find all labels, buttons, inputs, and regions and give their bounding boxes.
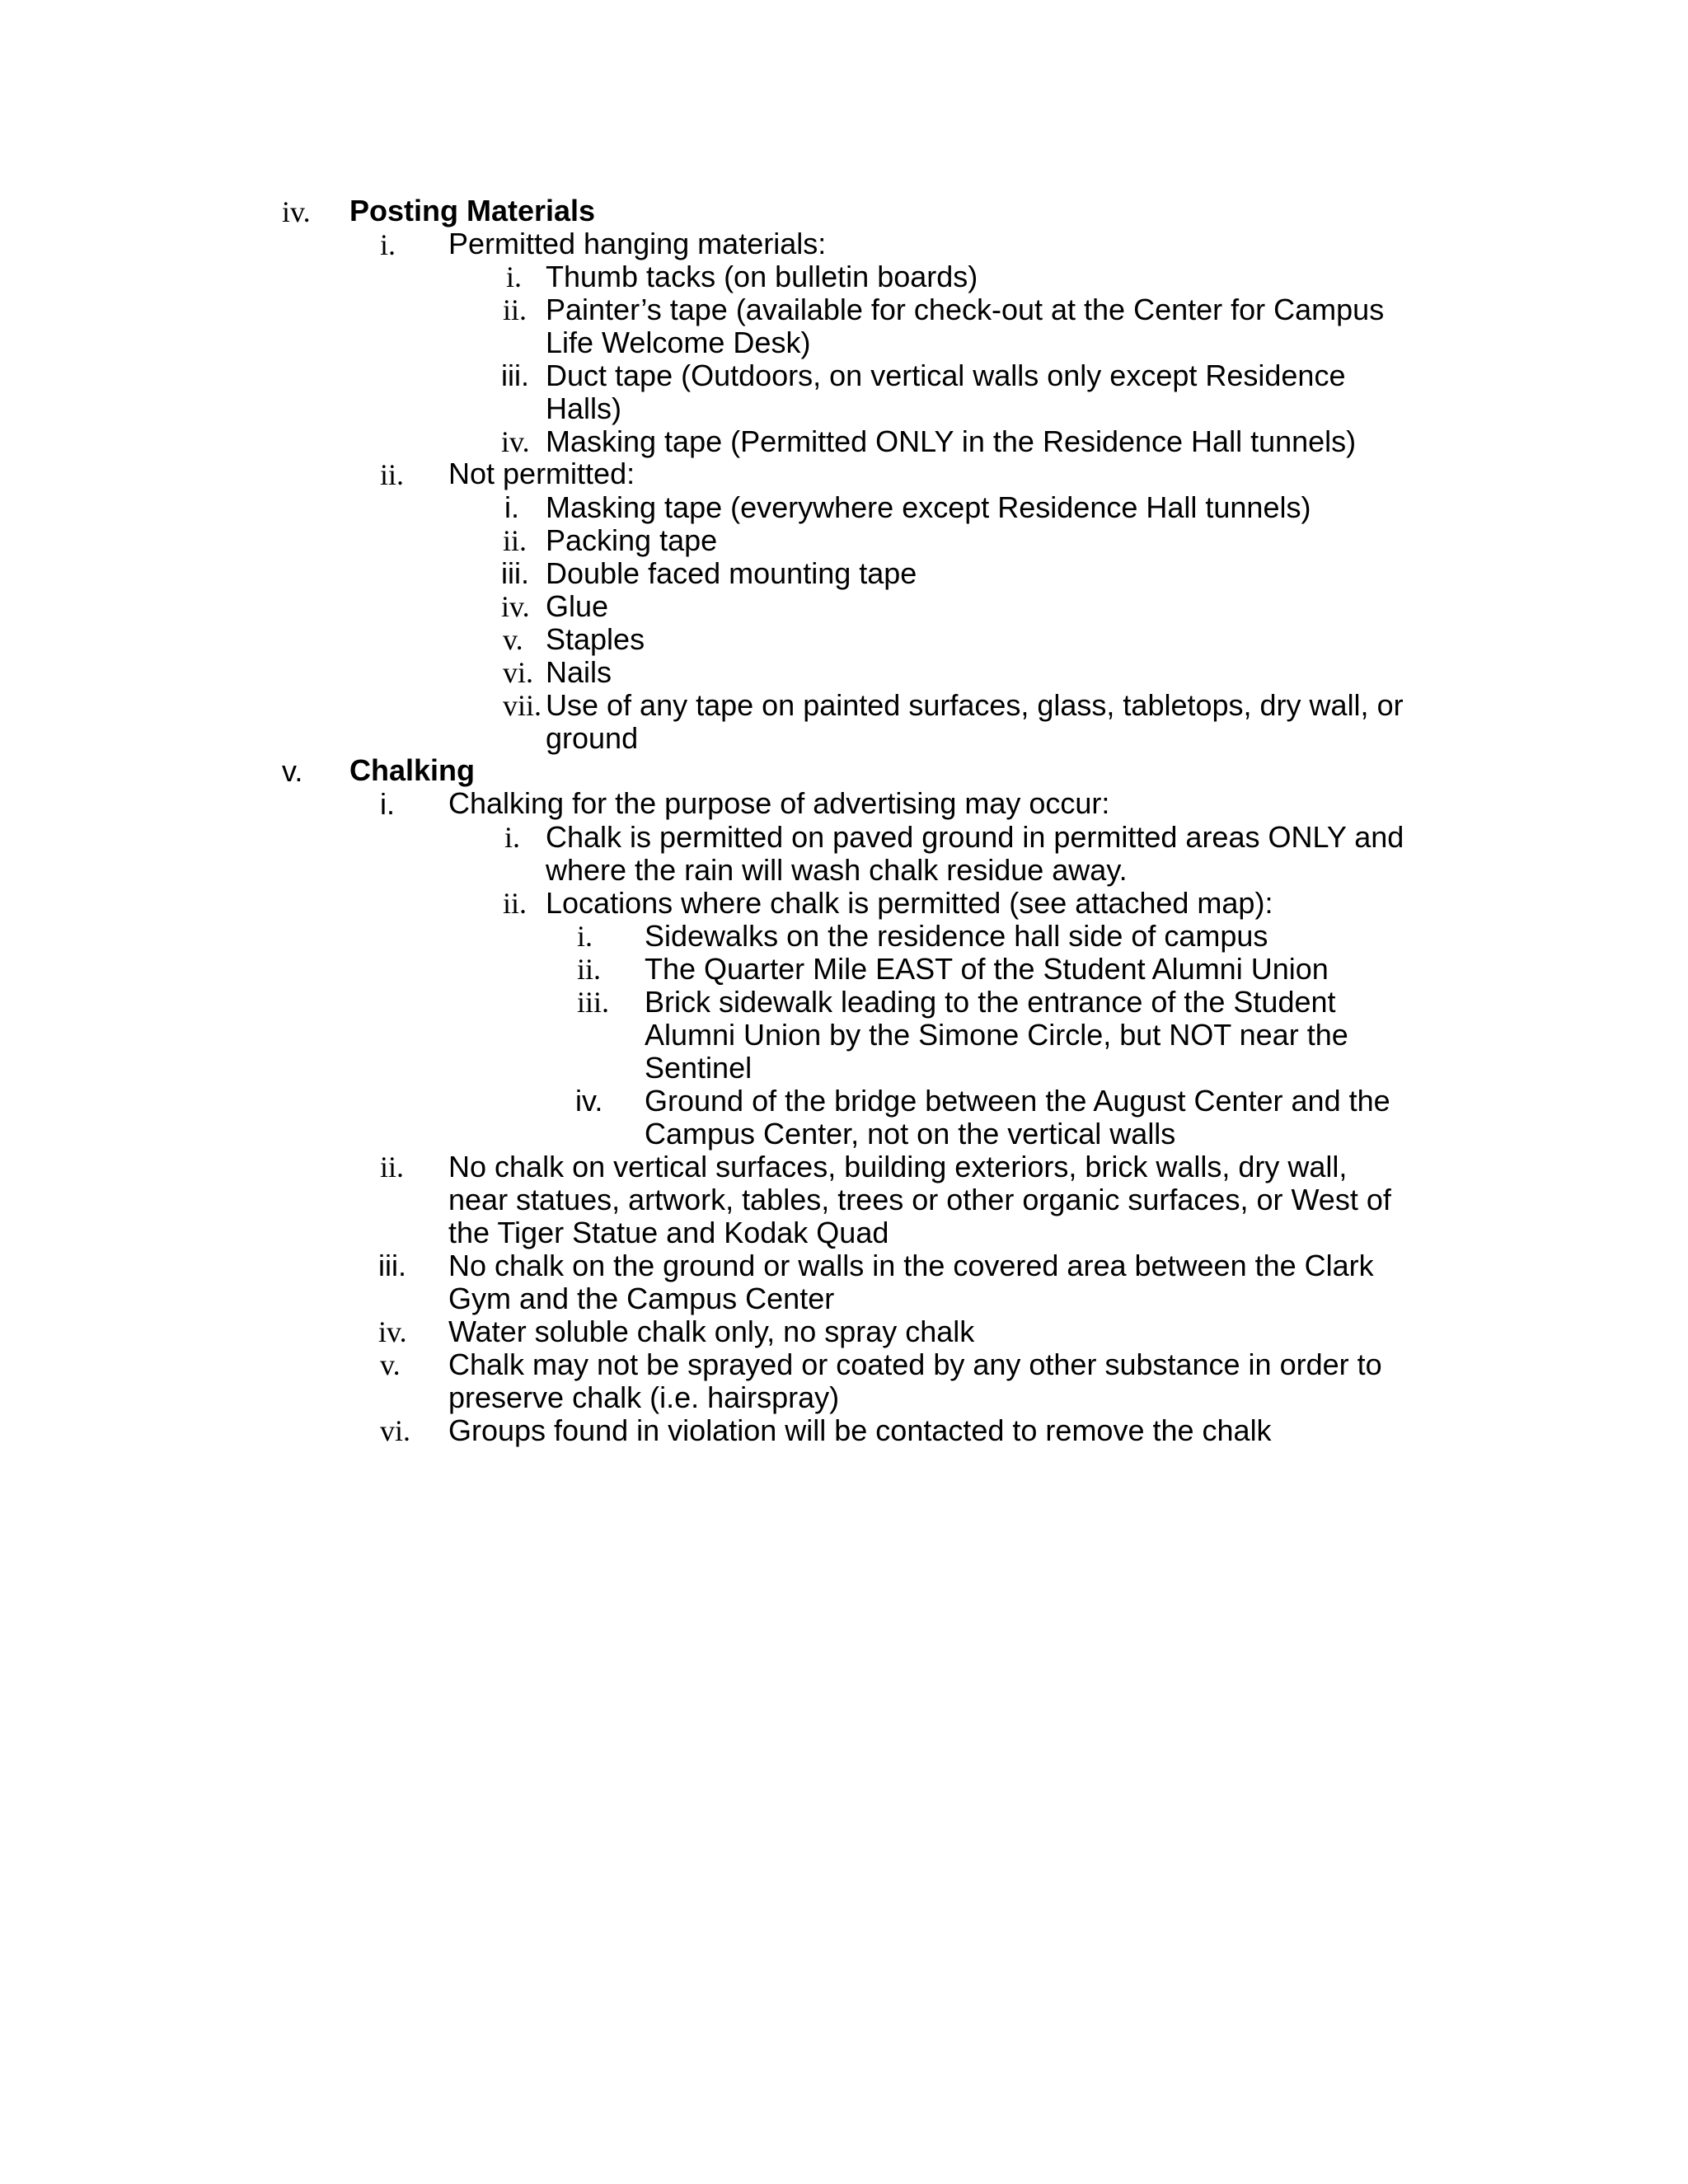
section-heading-posting-materials: Posting Materials	[349, 194, 596, 227]
list-item: Chalk is permitted on paved ground in permitted areas ONLY and	[546, 820, 1404, 854]
list-marker: i.	[577, 920, 593, 953]
list-item-continuation: Alumni Union by the Simone Circle, but NOT near the	[645, 1018, 1348, 1052]
list-marker: vii.	[503, 689, 542, 722]
list-marker: ii.	[577, 953, 602, 986]
list-item-continuation: Sentinel	[645, 1051, 753, 1085]
list-item-continuation: Halls)	[546, 391, 622, 425]
list-item-continuation: near statues, artwork, tables, trees or other organic surfaces, or West of	[448, 1183, 1391, 1216]
list-item: Water soluble chalk only, no spray chalk	[448, 1315, 975, 1348]
group-label-permitted: Permitted hanging materials:	[448, 227, 827, 260]
list-marker: ii.	[380, 458, 405, 491]
list-item-continuation: Life Welcome Desk)	[546, 326, 811, 359]
list-item-continuation: ground	[546, 721, 639, 755]
section-heading-chalking: Chalking	[349, 753, 476, 787]
list-item: Staples	[546, 622, 645, 656]
list-marker: ii.	[380, 1151, 405, 1183]
list-marker: v.	[503, 623, 523, 656]
list-marker: vi.	[380, 1414, 411, 1447]
list-marker: vi.	[503, 656, 534, 689]
list-item: Glue	[546, 589, 609, 623]
section-marker: iv.	[282, 195, 311, 228]
list-item: No chalk on the ground or walls in the covered area between the Clark	[448, 1249, 1374, 1282]
list-marker: i.	[506, 260, 523, 293]
list-item: Painter’s tape (available for check-out at the Center for Campus	[546, 293, 1385, 326]
list-item-continuation: where the rain will wash chalk residue away.	[546, 853, 1128, 887]
list-marker: iv.	[501, 425, 530, 458]
list-item: No chalk on vertical surfaces, building exteriors, brick walls, dry wall,	[448, 1150, 1348, 1183]
list-marker: iii.	[501, 556, 529, 590]
list-marker: iv.	[501, 590, 530, 623]
list-marker: iv.	[575, 1084, 603, 1118]
group-label-chalking-advertising: Chalking for the purpose of advertising may occur:	[448, 786, 1110, 820]
list-item: Groups found in violation will be contacted to remove the chalk	[448, 1413, 1272, 1447]
list-marker: i.	[380, 228, 396, 261]
list-item: Packing tape	[546, 523, 718, 557]
list-item: Sidewalks on the residence hall side of campus	[645, 919, 1268, 953]
list-item: Brick sidewalk leading to the entrance of the Student	[645, 985, 1336, 1019]
group-label-not-permitted: Not permitted:	[448, 457, 635, 490]
list-marker: i.	[380, 787, 395, 821]
list-item-continuation: Campus Center, not on the vertical walls	[645, 1117, 1176, 1151]
list-marker: i.	[504, 821, 521, 854]
list-marker: iv.	[378, 1315, 407, 1348]
list-item: Ground of the bridge between the August Center and the	[645, 1084, 1390, 1118]
list-item: Use of any tape on painted surfaces, glass, tabletops, dry wall, or	[546, 688, 1404, 722]
list-item-continuation: Gym and the Campus Center	[448, 1282, 835, 1315]
list-item: Thumb tacks (on bulletin boards)	[546, 260, 978, 293]
section-marker: v.	[282, 754, 303, 788]
list-marker: ii.	[503, 524, 528, 557]
list-item: Masking tape (everywhere except Residence Hall tunnels)	[546, 490, 1311, 524]
list-item-continuation: the Tiger Statue and Kodak Quad	[448, 1216, 889, 1249]
list-marker: v.	[380, 1348, 401, 1381]
list-marker: ii.	[503, 293, 528, 326]
list-item: Double faced mounting tape	[546, 556, 917, 590]
list-item: Masking tape (Permitted ONLY in the Residence Hall tunnels)	[546, 424, 1357, 458]
list-item: Nails	[546, 655, 612, 689]
list-item: Chalk may not be sprayed or coated by any other substance in order to	[448, 1347, 1382, 1381]
list-marker: iii.	[501, 359, 529, 392]
list-item: Duct tape (Outdoors, on vertical walls only except Residence	[546, 359, 1346, 392]
list-marker: i.	[504, 490, 519, 524]
list-item: Locations where chalk is permitted (see attached map):	[546, 886, 1273, 920]
list-marker: ii.	[503, 887, 528, 920]
list-item-continuation: preserve chalk (i.e. hairspray)	[448, 1380, 840, 1414]
list-item: The Quarter Mile EAST of the Student Alumni Union	[645, 952, 1329, 986]
list-marker: iii.	[378, 1249, 406, 1282]
list-marker: iii.	[577, 986, 610, 1019]
